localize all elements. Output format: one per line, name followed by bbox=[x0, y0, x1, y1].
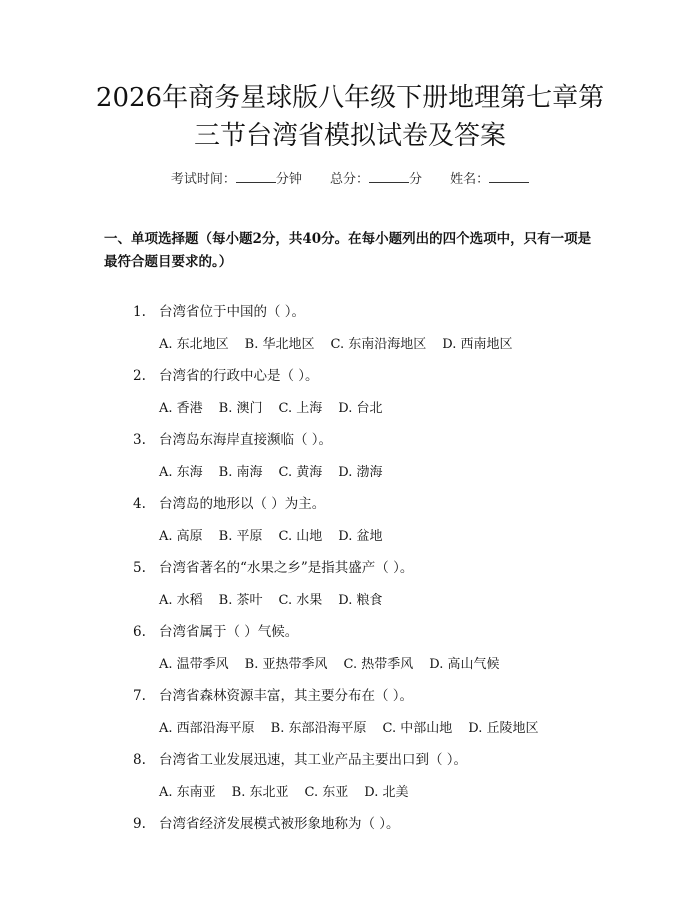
option-b[interactable]: B. 茶叶 bbox=[218, 593, 263, 608]
question-number: 2. bbox=[133, 368, 146, 384]
question-6 bbox=[133, 620, 298, 640]
exam-meta bbox=[0, 168, 700, 187]
option-c[interactable]: C. 中部山地 bbox=[382, 721, 453, 736]
question-number: 9. bbox=[133, 816, 146, 832]
exam-time bbox=[171, 168, 302, 187]
exam-name bbox=[450, 168, 529, 187]
exam-score bbox=[330, 168, 422, 187]
score-label: 总分： bbox=[329, 172, 369, 187]
question-text: 台湾省位于中国的（ ）。 bbox=[159, 304, 306, 320]
option-a[interactable]: A. 高原 bbox=[159, 529, 203, 544]
option-d[interactable]: D. 渤海 bbox=[338, 465, 383, 480]
question-number: 8. bbox=[133, 752, 146, 768]
question-6-options bbox=[159, 653, 515, 672]
option-c[interactable]: C. 山地 bbox=[278, 529, 323, 544]
question-7-options bbox=[159, 717, 554, 736]
question-3 bbox=[133, 428, 332, 448]
option-a[interactable]: A. 水稻 bbox=[159, 593, 203, 608]
option-b[interactable]: B. 东北亚 bbox=[231, 785, 289, 800]
section-heading: 一、单项选择题（每小题2分，共40分。在每小题列出的四个选项中，只有一项是最符合题目要求的。） bbox=[104, 231, 592, 270]
option-a[interactable]: A. 东南亚 bbox=[159, 785, 216, 800]
question-text: 台湾省著名的“水果之乡”是指其盛产（ ）。 bbox=[159, 560, 414, 576]
question-8 bbox=[133, 748, 467, 768]
score-blank[interactable] bbox=[369, 170, 409, 183]
question-number: 1. bbox=[133, 304, 146, 320]
exam-title-line-2: 三节台湾省模拟试卷及答案 bbox=[193, 121, 506, 151]
question-2-options bbox=[159, 397, 398, 416]
option-b[interactable]: B. 华北地区 bbox=[244, 337, 315, 352]
question-number: 5. bbox=[133, 560, 146, 576]
question-8-options bbox=[159, 781, 424, 800]
question-text: 台湾省经济发展模式被形象地称为（ ）。 bbox=[159, 816, 400, 832]
question-2 bbox=[133, 364, 319, 384]
name-label: 姓名： bbox=[450, 172, 490, 187]
option-b[interactable]: B. 东部沿海平原 bbox=[270, 721, 367, 736]
question-3-options bbox=[159, 461, 398, 480]
question-1-options bbox=[159, 333, 528, 352]
option-c[interactable]: C. 黄海 bbox=[278, 465, 323, 480]
time-blank[interactable] bbox=[236, 170, 276, 183]
exam-title-line-1: 2026年商务星球版八年级下册地理第七章第 bbox=[95, 83, 605, 113]
name-blank[interactable] bbox=[489, 170, 529, 183]
option-b[interactable]: B. 澳门 bbox=[218, 401, 263, 416]
question-text: 台湾省属于（ ）气候。 bbox=[159, 624, 299, 640]
option-d[interactable]: D. 盆地 bbox=[338, 529, 383, 544]
option-c[interactable]: C. 东南沿海地区 bbox=[330, 337, 427, 352]
question-text: 台湾岛的地形以（ ）为主。 bbox=[159, 496, 326, 512]
question-text: 台湾省的行政中心是（ ）。 bbox=[159, 368, 319, 384]
option-d[interactable]: D. 西南地区 bbox=[442, 337, 513, 352]
time-unit: 分钟 bbox=[275, 172, 302, 187]
option-a[interactable]: A. 东海 bbox=[159, 465, 203, 480]
question-1 bbox=[133, 300, 305, 320]
question-text: 台湾岛东海岸直接濒临（ ）。 bbox=[159, 432, 333, 448]
option-d[interactable]: D. 粮食 bbox=[338, 593, 383, 608]
time-label: 考试时间： bbox=[170, 172, 236, 187]
option-d[interactable]: D. 台北 bbox=[338, 401, 383, 416]
option-c[interactable]: C. 水果 bbox=[278, 593, 323, 608]
option-b[interactable]: B. 平原 bbox=[218, 529, 263, 544]
option-d[interactable]: D. 高山气候 bbox=[429, 657, 500, 672]
question-5 bbox=[133, 556, 413, 576]
option-a[interactable]: A. 温带季风 bbox=[159, 657, 229, 672]
option-c[interactable]: C. 热带季风 bbox=[343, 657, 414, 672]
question-number: 4. bbox=[133, 496, 146, 512]
option-a[interactable]: A. 东北地区 bbox=[159, 337, 229, 352]
question-text: 台湾省森林资源丰富，其主要分布在（ ）。 bbox=[159, 688, 414, 704]
option-a[interactable]: A. 西部沿海平原 bbox=[159, 721, 255, 736]
question-4-options bbox=[159, 525, 398, 544]
question-7 bbox=[133, 684, 413, 704]
option-c[interactable]: C. 上海 bbox=[278, 401, 323, 416]
question-4 bbox=[133, 492, 325, 512]
score-unit: 分 bbox=[409, 172, 423, 187]
question-text: 台湾省工业发展迅速，其工业产品主要出口到（ ）。 bbox=[159, 752, 468, 768]
option-b[interactable]: B. 亚热带季风 bbox=[244, 657, 328, 672]
option-d[interactable]: D. 北美 bbox=[364, 785, 409, 800]
option-c[interactable]: C. 东亚 bbox=[304, 785, 349, 800]
question-number: 3. bbox=[133, 432, 146, 448]
option-d[interactable]: D. 丘陵地区 bbox=[468, 721, 539, 736]
question-number: 6. bbox=[133, 624, 146, 640]
option-b[interactable]: B. 南海 bbox=[218, 465, 263, 480]
question-5-options bbox=[159, 589, 398, 608]
question-9 bbox=[133, 812, 400, 832]
option-a[interactable]: A. 香港 bbox=[159, 401, 203, 416]
question-number: 7. bbox=[133, 688, 146, 704]
